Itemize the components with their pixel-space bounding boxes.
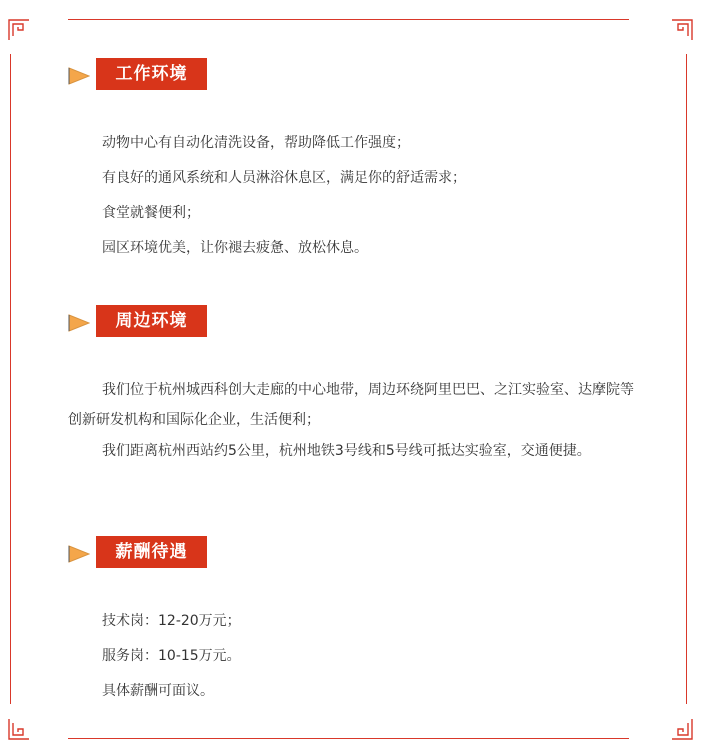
frame-top-line <box>68 19 629 20</box>
paragraph <box>68 128 636 158</box>
section-title: 薪酬待遇 <box>96 536 207 568</box>
paragraph-text: 具体薪酬可面议。 <box>102 683 214 699</box>
paragraph-text: 有良好的通风系统和人员淋浴休息区，满足你的舒适需求； <box>102 170 466 186</box>
paragraph <box>68 375 636 435</box>
corner-ornament-bottom-left-icon <box>7 717 31 741</box>
section-title: 工作环境 <box>96 58 207 90</box>
paragraph <box>68 606 636 636</box>
paragraph <box>68 436 636 466</box>
paragraph-text: 园区环境优美，让你褪去疲惫、放松休息。 <box>102 240 368 256</box>
paragraph-text: 我们距离杭州西站约5公里，杭州地铁3号线和5号线可抵达实验室，交通便捷。 <box>102 443 591 459</box>
paragraph <box>68 163 636 193</box>
paragraph-text: 服务岗：10-15万元。 <box>102 648 241 664</box>
paragraph <box>68 676 636 706</box>
corner-ornament-top-right-icon <box>670 18 694 42</box>
paragraph <box>68 198 636 228</box>
triangle-marker-icon <box>68 314 90 332</box>
section-title: 周边环境 <box>96 305 207 337</box>
paragraph-text: 动物中心有自动化清洗设备，帮助降低工作强度； <box>102 135 410 151</box>
paragraph <box>68 641 636 671</box>
paragraph-text: 我们位于杭州城西科创大走廊的中心地带，周边环绕阿里巴巴、之江实验室、达摩院等创新研发机构和国际化企业，生活便利； <box>68 382 634 428</box>
frame-bottom-line <box>68 738 629 739</box>
paragraph-text: 技术岗：12-20万元； <box>102 613 241 629</box>
paragraph <box>68 233 636 263</box>
triangle-marker-icon <box>68 545 90 563</box>
paragraph-text: 食堂就餐便利； <box>102 205 200 221</box>
triangle-marker-icon <box>68 67 90 85</box>
corner-ornament-top-left-icon <box>7 18 31 42</box>
frame-left-line <box>10 54 11 704</box>
frame-right-line <box>686 54 687 704</box>
corner-ornament-bottom-right-icon <box>670 717 694 741</box>
